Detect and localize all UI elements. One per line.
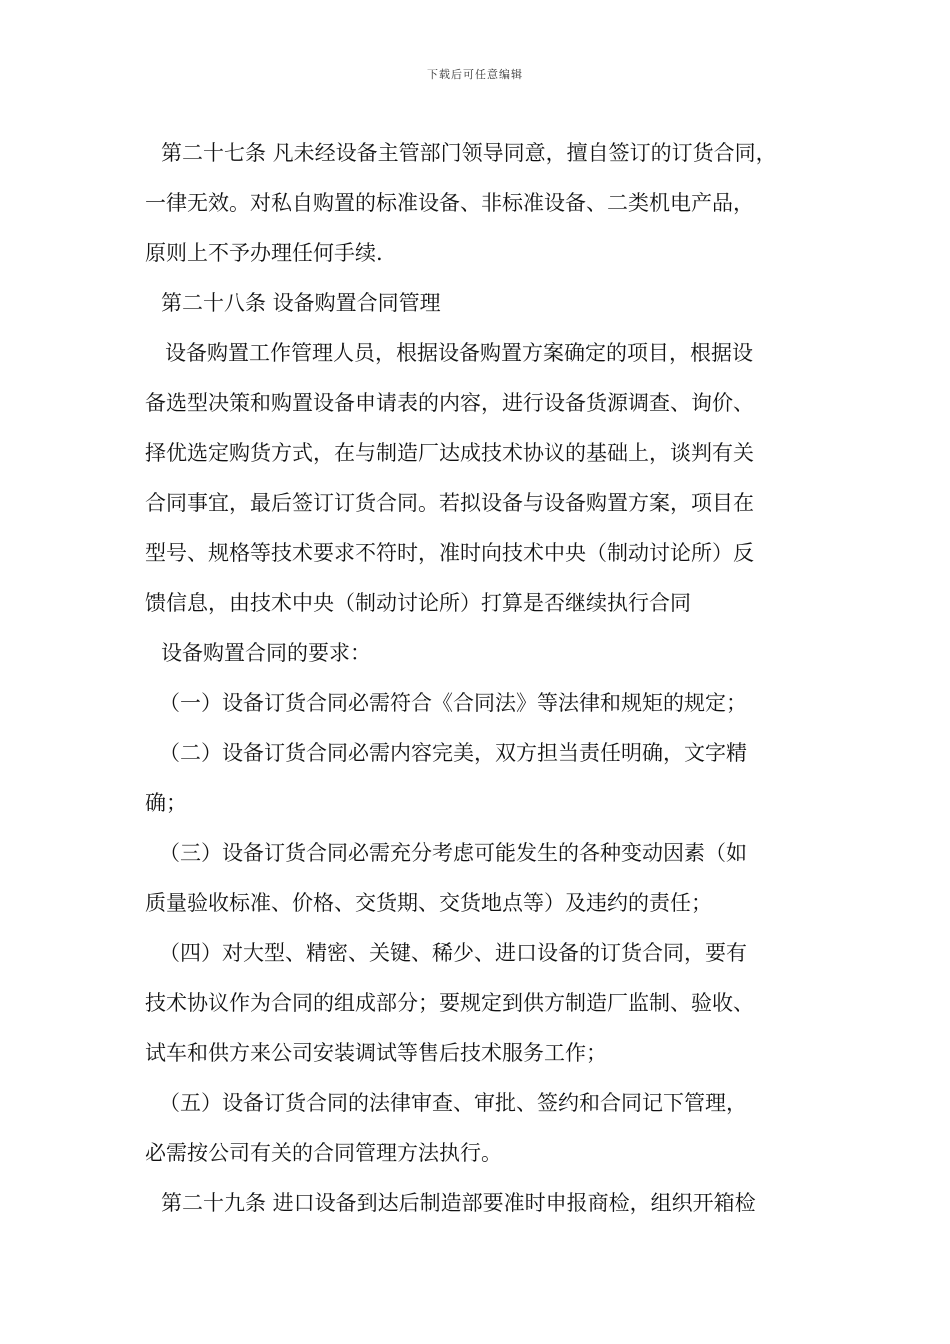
text-line: （二）设备订货合同必需内容完美，双方担当责任明确，文字精 [159,741,747,765]
document-body [145,128,815,1228]
text-line: 第二十七条 凡未经设备主管部门领导同意，擅自签订的订货合同， [161,141,777,165]
page-header: 下载后可任意编辑 [427,68,523,81]
text-line: （四）对大型、精密、关键、稀少、进口设备的订货合同，要有 [159,941,747,965]
text-line: （一）设备订货合同必需符合《合同法》等法律和规矩的规定； [159,691,747,715]
text-line: 质量验收标准、价格、交货期、交货地点等）及违约的责任； [145,891,712,915]
text-line: 馈信息，由技术中央（制动讨论所）打算是否继续执行合同 [145,591,691,615]
text-line: 必需按公司有关的合同管理方法执行。 [145,1141,502,1165]
text-line: 试车和供方来公司安装调试等售后技术服务工作； [145,1041,607,1065]
text-line: 型号、规格等技术要求不符时，准时向技术中央（制动讨论所）反 [145,541,754,565]
text-line: 第二十八条 设备购置合同管理 [161,291,441,315]
text-line: 设备购置工作管理人员，根据设备购置方案确定的项目，根据设 [165,341,753,365]
text-line: 备选型决策和购置设备申请表的内容，进行设备货源调查、询价、 [145,391,754,415]
text-line: 第二十九条 进口设备到达后制造部要准时申报商检，组织开箱检 [161,1191,756,1215]
text-line: 一律无效。对私自购置的标准设备、非标准设备、二类机电产品， [145,191,754,215]
text-line: （三）设备订货合同必需充分考虑可能发生的各种变动因素（如 [159,841,747,865]
text-line: 原则上不予办理任何手续. [145,241,383,265]
text-line: 确； [145,791,187,815]
text-line: 技术协议作为合同的组成部分；要规定到供方制造厂监制、验收、 [145,991,754,1015]
text-line: 设备购置合同的要求： [161,641,371,665]
text-line: 合同事宜，最后签订订货合同。若拟设备与设备购置方案，项目在 [145,491,754,515]
text-line: 择优选定购货方式，在与制造厂达成技术协议的基础上，谈判有关 [145,441,754,465]
text-line: （五）设备订货合同的法律审查、审批、签约和合同记下管理， [159,1091,747,1115]
